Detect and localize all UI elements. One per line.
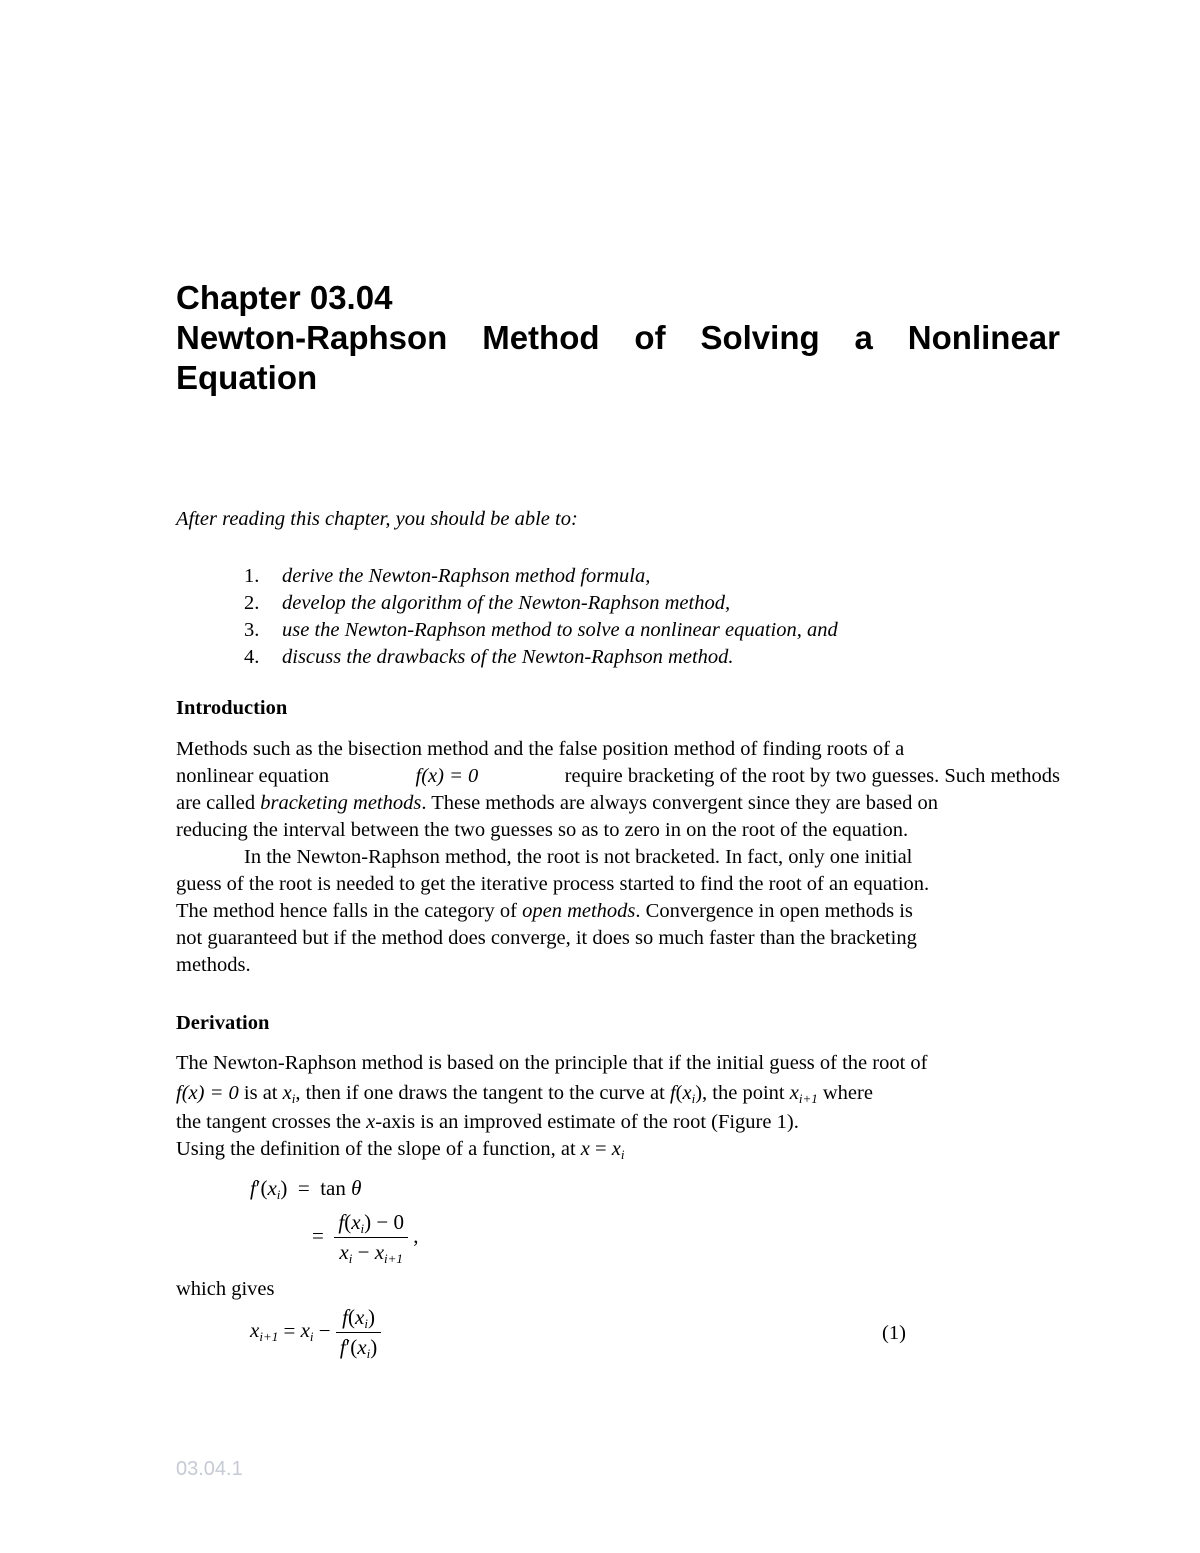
title-word: Solving [700,319,820,356]
equation-inline: f(x) = 0 [415,765,479,787]
equation-number: (1) [882,1322,906,1344]
title-word: of [634,319,666,356]
title-word: Newton-Raphson [176,319,448,356]
page-number: 03.04.1 [176,1458,243,1480]
derivation-heading: Derivation [176,1012,270,1034]
introduction-heading: Introduction [176,697,288,719]
title-word: Method [482,319,600,356]
fraction: $\frac{f(x_i)}{f'(x_i)}$ [336,1305,381,1360]
title-word: a [854,319,873,356]
chapter-title [176,278,1060,398]
equation-inline: f(x) = 0 [176,1082,239,1104]
objective-item: 4. discuss the drawbacks of the Newton-Raphson method. [244,646,734,668]
derivation-text: The Newton-Raphson method is based on the principle that if the initial guess of the root of f(x) = 0 is at $x_i$, then if one draws the tangent to the curve at $f(x_i)$, the point $x_{i+1}$ where the tangent crosses the x-axis is an improved estimate of the root (Figure 1). Using the definition of the slope of a function, at $x = x_i$ [176,1052,928,1162]
objectives-intro: After reading this chapter, you should be able to: [176,508,578,530]
title-line-1 [176,318,1060,358]
equation-slope-fraction: = $\frac{f(x_i) - 0}{x_i - x_{i+1}}$ , [312,1210,419,1266]
title-line-2: Equation [176,359,318,396]
objective-item: 1. derive the Newton-Raphson method formula, [244,565,651,587]
objectives-list [244,563,838,671]
emphasis-open-methods: open methods [522,900,636,922]
equation-slope: $f'(x_i) = \tan \theta$ [250,1176,362,1202]
which-gives: which gives [176,1278,275,1300]
title-word: Nonlinear [907,319,1060,356]
introduction-text: Methods such as the bisection method and the false position method of finding roots of a nonlinear equation f(x) = 0 require bracketing of the root by two guesses. Such methods are called bracketing methods. These methods are always convergent since they are based on reducing the interval between the two guesses so as to zero in on the root of the equation. In the Newton-Raphson method, the root is not bracketed. In fact, only one initial guess of the root is needed to get the iterative process started to find the root of an equation. The method hence falls in the category of open methods. Convergence in open methods is not guaranteed but if the method does converge, it does so much faster than the bracketing methods. [176,738,1060,976]
fraction: $\frac{f(x_i) - 0}{x_i - x_{i+1}}$ [334,1210,408,1265]
equation-newton-raphson: $x_{i+1} = x_i$ − $\frac{f(x_i)}{f'(x_i)}$ [250,1305,381,1360]
objective-item: 2. develop the algorithm of the Newton-Raphson method, [244,592,731,614]
emphasis-bracketing-methods: bracketing methods [260,792,422,814]
chapter-number: Chapter 03.04 [176,279,393,316]
objective-item: 3. use the Newton-Raphson method to solve a nonlinear equation, and [244,619,838,641]
